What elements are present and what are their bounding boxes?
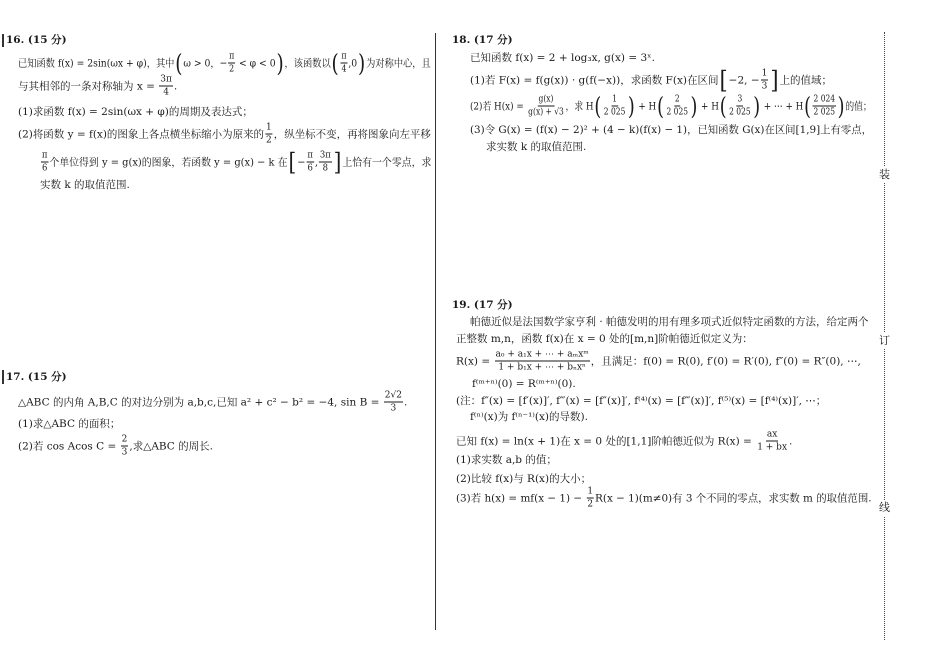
text-run: 正整数 m,n，函数 f(x)在 x = 0 处的[m,n]阶帕德近似定义为： [456, 333, 753, 345]
fraction [306, 151, 313, 174]
text-run: ，该函数以 [284, 57, 331, 69]
text-run: (注：f″(x) = [f′(x)]′, f‴(x) = [f″(x)]′, f⁽⁴⁾(x) = [f‴(x)]′, f⁽⁵⁾(x) = [f⁽⁴⁾(x)]′, ⋯； [456, 395, 827, 407]
text-run: (1)求函数 f(x) = 2sin(ωx + φ)的周期及表达式； [18, 106, 253, 118]
question-17-part-2 [18, 435, 213, 458]
text-run: − [297, 156, 306, 168]
text-run: (3)若 h(x) = mf(x − 1) − [456, 492, 586, 504]
text-run: + ⋯ + H [760, 100, 804, 112]
question-18-part-3 [470, 123, 872, 137]
big-bracket: ( [804, 92, 812, 120]
fraction [527, 95, 564, 118]
text-run: (2)若 H(x) = [470, 100, 527, 112]
text-run: , [314, 156, 318, 168]
big-bracket: ( [175, 49, 183, 77]
big-bracket: ) [358, 49, 366, 77]
fraction [121, 435, 129, 458]
question-18-header: 18. (17 分) [452, 34, 513, 46]
text-run: 的值； [845, 100, 872, 112]
fraction-denominator: 8 [322, 163, 329, 174]
big-bracket: ] [333, 148, 342, 176]
fraction-numerator: π [341, 51, 347, 62]
fraction-numerator: 1 [266, 122, 272, 133]
fraction [586, 487, 594, 510]
fraction-numerator: 1 [612, 94, 617, 105]
fraction-denominator: 3 [390, 403, 397, 414]
question-17-header: 17. (15 分) [6, 371, 67, 383]
binding-mark-zhuang: 装 [876, 167, 893, 183]
text-run: 与其相邻的一条对称轴为 x = [18, 80, 159, 92]
text-run: ,求△ABC 的周长. [129, 440, 214, 452]
big-bracket: ) [753, 92, 761, 120]
text-run: (3)令 G(x) = (f(x) − 2)² + (4 − k)(f(x) − 1)，已知函数 G(x)在区间[1,9]上有零点， [470, 124, 873, 136]
fraction-denominator: 6 [41, 163, 48, 174]
fraction [728, 95, 751, 118]
big-bracket: ) [837, 92, 845, 120]
question-16-header: 16. (15 分) [6, 34, 67, 46]
fraction [761, 69, 769, 92]
fraction-denominator: 2 [229, 64, 235, 75]
text-run: f⁽ⁿ⁾(x)为 f⁽ⁿ⁻¹⁾(x)的导数). [470, 411, 588, 423]
fraction [495, 350, 590, 373]
text-run: 个单位得到 y = g(x)的图象，若函数 y = g(x) − k 在 [49, 156, 288, 168]
fraction-numerator: a₀ + a₁x + ⋯ + aₘxᵐ [495, 349, 589, 360]
big-bracket: ( [719, 92, 727, 120]
column-divider [435, 33, 436, 630]
fraction [159, 75, 173, 98]
question-19-formula [456, 350, 861, 373]
fraction [756, 430, 788, 453]
binding-mark-xian: 线 [876, 500, 893, 516]
text-run: 已知函数 f(x) = 2 + log₃x, g(x) = 3ˣ. [470, 52, 655, 64]
question-16-part-1 [18, 105, 253, 119]
fraction-denominator: 2 [587, 499, 594, 510]
question-19-part-2 [456, 472, 591, 486]
text-run: ω > 0，− [183, 57, 228, 69]
text-run: −2, − [728, 74, 760, 86]
fraction-denominator: 2 025 [603, 107, 626, 118]
question-16-line [40, 148, 432, 176]
text-run: 为对称中心，且 [366, 57, 431, 69]
question-18-part-2 [470, 92, 872, 120]
text-run: (1)求实数 a,b 的值； [456, 454, 557, 466]
text-run: ，且满足：f(0) = R(0), f′(0) = R′(0), f″(0) = R″(0), ⋯, [590, 355, 861, 367]
text-run: f⁽ᵐ⁺ⁿ⁾(0) = R⁽ᵐ⁺ⁿ⁾(0). [472, 378, 576, 390]
question-17-line [18, 391, 407, 414]
fraction-denominator: 1 + bx [757, 442, 788, 453]
text-run: ，求 H [565, 100, 594, 112]
text-run: < φ < 0 [236, 57, 276, 69]
fraction-numerator: 1 [761, 68, 768, 79]
big-bracket: ( [657, 92, 664, 120]
question-19-header: 19. (17 分) [452, 299, 513, 311]
fraction-denominator: 2 025 [666, 107, 689, 118]
fraction-numerator: ax [766, 429, 778, 440]
fraction-numerator: 2 [121, 434, 128, 445]
text-run: . [789, 435, 793, 447]
fraction [41, 151, 48, 174]
big-bracket: [ [719, 66, 728, 94]
fraction-denominator: 6 [307, 163, 313, 174]
text-run: . [403, 396, 408, 408]
question-17-part-1 [18, 417, 120, 431]
fraction-numerator: 2√2 [384, 390, 402, 401]
big-bracket: ( [331, 49, 339, 77]
text-run: (1)求△ABC 的面积； [18, 418, 121, 430]
fraction-numerator: 3π [319, 150, 331, 161]
fraction [666, 95, 689, 118]
question-18-part-1 [470, 66, 833, 94]
text-run: (2)若 cos Acos C = [18, 440, 120, 452]
question-18-line [486, 140, 586, 154]
text-run: 已知函数 f(x) = 2sin(ωx + φ)，其中 [18, 57, 175, 69]
question-16-line [40, 178, 130, 192]
question-19-line [472, 377, 576, 391]
text-run: (1)若 F(x) = f(g(x)) · g(f(−x))，求函数 F(x)在区间 [470, 74, 719, 86]
fraction-numerator: π [229, 51, 235, 62]
question-16-part-2 [18, 123, 431, 146]
fraction-denominator: g(x) + √3 [528, 107, 564, 118]
question-marker-bar [2, 34, 4, 47]
text-run: + H [635, 100, 657, 112]
text-run: ,0 [348, 57, 358, 69]
fraction [603, 95, 626, 118]
question-16-line [18, 49, 431, 77]
question-16-line [18, 75, 177, 98]
fraction-numerator: g(x) [538, 94, 554, 105]
fraction-denominator: 4 [163, 87, 169, 98]
fraction-denominator: 1 + b₁x + ⋯ + bₙxⁿ [498, 362, 586, 373]
question-19-line [456, 430, 792, 453]
fraction [813, 95, 836, 118]
question-19-line [456, 332, 753, 346]
question-19-note [456, 394, 826, 408]
fraction [228, 52, 235, 75]
question-19-part-3 [456, 487, 872, 510]
text-run: R(x − 1)(m≠0)有 3 个不同的零点，求实数 m 的取值范围. [595, 492, 872, 504]
text-run: 上的值域； [779, 74, 833, 86]
fraction-numerator: 2 [674, 94, 680, 105]
question-19-part-1 [456, 453, 557, 467]
question-18-line [470, 51, 655, 65]
fraction-denominator: 3 [121, 447, 128, 458]
big-bracket: ) [690, 92, 698, 120]
text-run: . [173, 80, 178, 92]
big-bracket: ) [627, 92, 635, 120]
fraction-numerator: 2 024 [813, 94, 836, 105]
question-19-line [470, 315, 869, 329]
text-run: (2)比较 f(x)与 R(x)的大小； [456, 473, 592, 485]
fraction-numerator: 3π [160, 74, 172, 85]
fraction-denominator: 3 [761, 81, 768, 92]
fraction-denominator: 2 025 [729, 107, 751, 118]
big-bracket: [ [288, 148, 297, 176]
text-run: 上恰有一个零点，求 [342, 156, 432, 168]
fraction [341, 52, 348, 75]
fraction [384, 391, 403, 414]
fraction-numerator: π [41, 150, 48, 161]
text-run: 求实数 k 的取值范围. [486, 141, 587, 153]
text-run: △ABC 的内角 A,B,C 的对边分别为 a,b,c,已知 a² + c² − b² = −4, sin B = [18, 396, 383, 408]
text-run: (2)将函数 y = f(x)的图象上各点横坐标缩小为原来的 [18, 128, 265, 140]
question-marker-bar [2, 370, 4, 384]
text-run: ，纵坐标不变，再将图象向左平移 [273, 128, 431, 140]
fraction-numerator: π [307, 150, 313, 161]
big-bracket: ] [770, 66, 779, 94]
fraction [265, 123, 273, 146]
fraction [319, 151, 332, 174]
text-run: 实数 k 的取值范围. [40, 179, 130, 191]
question-19-line [470, 410, 588, 424]
text-run: 已知 f(x) = ln(x + 1)在 x = 0 处的[1,1]阶帕德近似为 R(x) = [456, 435, 756, 447]
text-run: R(x) = [456, 355, 494, 367]
fraction-numerator: 1 [587, 486, 594, 497]
fraction-denominator: 2 [266, 135, 272, 146]
text-run: + H [698, 100, 719, 112]
fraction-denominator: 2 025 [813, 107, 836, 118]
binding-mark-ding: 订 [876, 333, 893, 349]
fraction-numerator: 3 [737, 94, 743, 105]
big-bracket: ) [276, 49, 284, 77]
big-bracket: ( [594, 92, 602, 120]
text-run: 帕德近似是法国数学家亨利 · 帕德发明的用有理多项式近似特定函数的方法，给定两个 [470, 316, 869, 328]
fraction-denominator: 4 [341, 64, 347, 75]
